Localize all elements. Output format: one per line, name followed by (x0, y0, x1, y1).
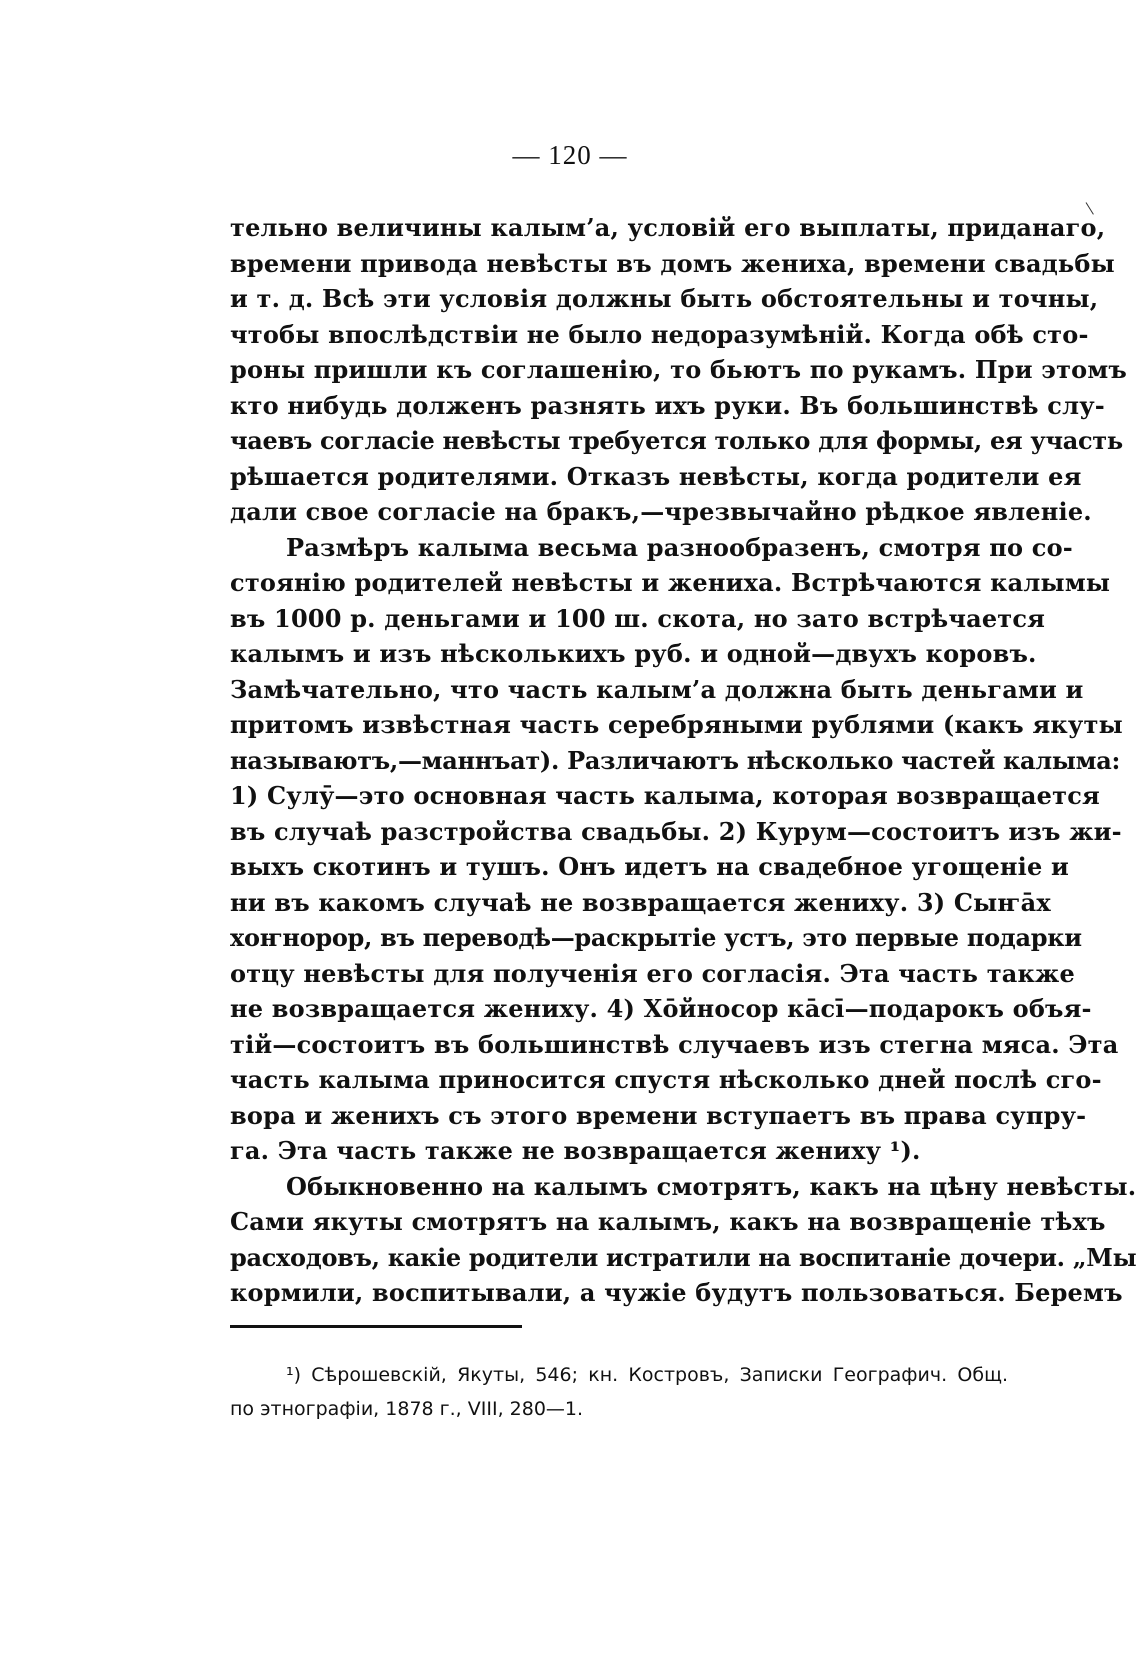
text-line: га. Эта часть также не возвращается жениху ¹). (230, 1136, 921, 1165)
footnote-separator (230, 1325, 522, 1328)
page-number: — 120 — (512, 140, 628, 170)
text-line: чтобы впослѣдствіи не было недоразумѣній. Когда обѣ сто- (230, 319, 1089, 349)
text-line: стоянію родителей невѣсты и жениха. Встрѣчаются калымы (230, 568, 1111, 597)
text-line: называютъ,—маннъат). Различаютъ нѣсколько частей калыма: (230, 745, 1121, 775)
text-line: расходовъ, какіе родители истратили на воспитаніе дочери. „Мы (230, 1242, 1137, 1272)
footnote-line: ¹) Сѣрошевскій, Якуты, 546; кн. Костровъ, Записки Географич. Общ. (286, 1364, 1008, 1386)
text-line: кормили, воспитывали, а чужіе будутъ пользоваться. Беремъ (230, 1278, 1123, 1307)
paragraph-3 (230, 1169, 1137, 1311)
text-line: тій—состоитъ въ большинствѣ случаевъ изъ стегна мяса. Эта (230, 1029, 1119, 1059)
text-line: ни въ какомъ случаѣ не возвращается жениху. 3) Сыҥāх (230, 887, 1051, 917)
text-line: часть калыма приносится спустя нѣсколько дней послѣ сго- (230, 1065, 1102, 1094)
text-line: чаевъ согласіе невѣсты требуется только для формы, ея участь (230, 426, 1123, 455)
text-line: тельно величины калым’а, условій его выплаты, приданаго, (230, 213, 1106, 242)
text-line: не возвращается жениху. 4) Хōйносор кāсī—подарокъ объя- (230, 994, 1092, 1023)
text-line: Размѣръ калыма весьма разнообразенъ, смотря по со- (286, 532, 1073, 562)
main-text (230, 210, 1137, 1311)
text-line: Замѣчательно, что часть калым’а должна быть деньгами и (230, 674, 1084, 704)
text-line: и т. д. Всѣ эти условія должны быть обстоятельны и точны, (230, 284, 1099, 313)
text-line: роны пришли къ соглашенію, то бьютъ по рукамъ. При этомъ (230, 355, 1128, 384)
text-line: Обыкновенно на калымъ смотрятъ, какъ на цѣну невѣсты. (286, 1171, 1137, 1201)
text-line: въ случаѣ разстройства свадьбы. 2) Курум—состоитъ изъ жи- (230, 816, 1122, 846)
text-line: калымъ и изъ нѣсколькихъ руб. и одной—двухъ коровъ. (230, 639, 1037, 668)
text-line: притомъ извѣстная часть серебряными рублями (какъ якуты (230, 710, 1123, 739)
text-line: кто нибудь долженъ разнять ихъ руки. Въ большинствѣ слу- (230, 390, 1105, 420)
text-line: дали свое согласіе на бракъ,—чрезвычайно рѣдкое явленіе. (230, 497, 1092, 526)
footnotes (230, 1358, 1008, 1426)
text-line: выхъ скотинъ и тушъ. Онъ идетъ на свадебное угощеніе и (230, 852, 1070, 881)
text-line: въ 1000 р. деньгами и 100 ш. скота, но зато встрѣчается (230, 603, 1046, 633)
text-line: Сами якуты смотрятъ на калымъ, какъ на возвращеніе тѣхъ (230, 1207, 1106, 1236)
text-line: рѣшается родителями. Отказъ невѣсты, когда родители ея (230, 461, 1082, 491)
paragraph-1 (230, 210, 1128, 530)
paragraph-2 (230, 530, 1123, 1169)
text-line: времени привода невѣсты въ домъ жениха, времени свадьбы (230, 248, 1115, 278)
text-line: вора и женихъ съ этого времени вступаетъ въ права супру- (230, 1100, 1087, 1130)
footnote-line: по этнографіи, 1878 г., VIII, 280—1. (230, 1398, 584, 1420)
text-line: отцу невѣсты для полученія его согласія. Эта часть также (230, 958, 1075, 988)
text-line: хоҥнорор, въ переводѣ—раскрытіе устъ, это первые подарки (230, 923, 1082, 952)
text-line: 1) Сулӯ—это основная часть калыма, которая возвращается (230, 781, 1100, 810)
